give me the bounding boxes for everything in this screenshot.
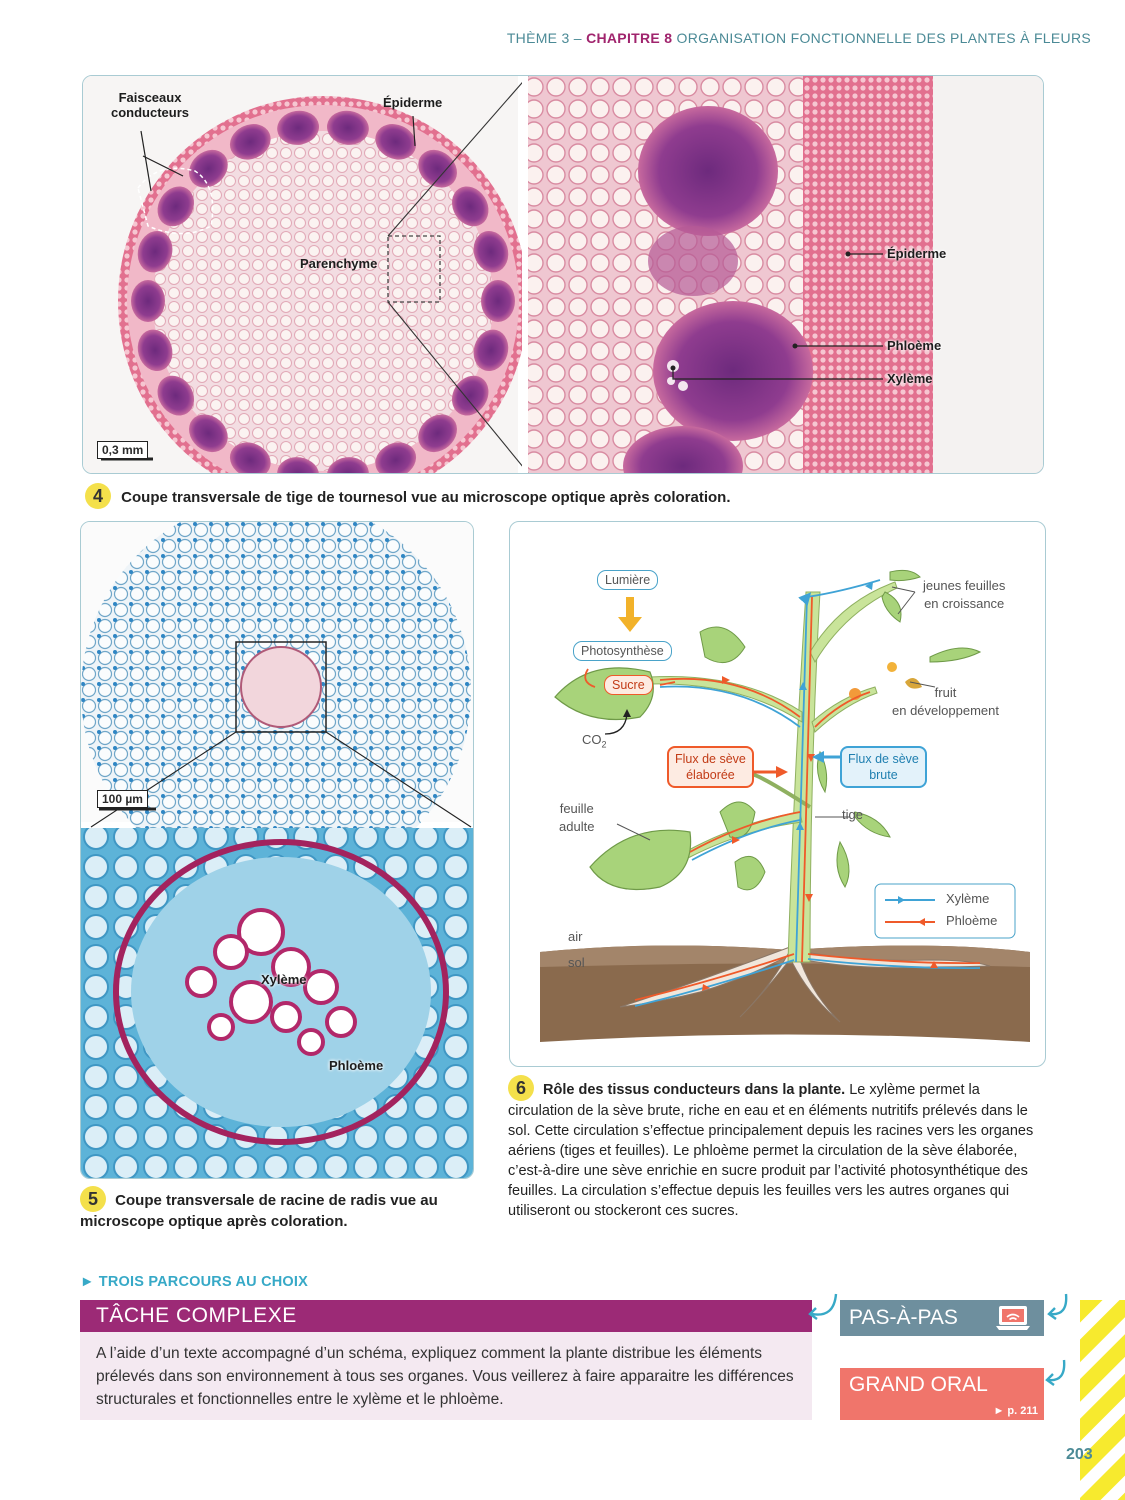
label-parenchyme: Parenchyme bbox=[300, 256, 378, 271]
tache-complexe-header[interactable]: TÂCHE COMPLEXE bbox=[80, 1300, 812, 1332]
root-label-phloeme: Phloème bbox=[329, 1058, 384, 1073]
xylem-vessel bbox=[305, 971, 337, 1003]
label-flux-brute: Flux de sève brute bbox=[840, 746, 927, 788]
curved-arrow-icon bbox=[806, 1290, 840, 1324]
zoom-label-phloeme: Phloème bbox=[887, 338, 942, 353]
doc6-figure bbox=[509, 521, 1046, 1067]
doc5-number: 5 bbox=[80, 1186, 106, 1212]
label-jeunes-feuilles: jeunes feuilles en croissance bbox=[923, 578, 1006, 611]
doc4-caption-text: Coupe transversale de tige de tournesol vue au microscope optique après coloration. bbox=[121, 489, 731, 506]
zoom-label-xyleme: Xylème bbox=[887, 371, 933, 386]
doc4-micrographs bbox=[83, 76, 1043, 473]
label-flux-elaboree: Flux de sève élaborée bbox=[667, 746, 754, 788]
grand-oral-page-ref[interactable]: ► p. 211 bbox=[993, 1405, 1038, 1417]
xylem-vessel bbox=[187, 968, 215, 996]
label-lumiere: Lumière bbox=[597, 570, 658, 590]
zoom-label-epiderme: Épiderme bbox=[887, 246, 947, 261]
root-label-xyleme: Xylème bbox=[261, 972, 307, 987]
label-fruit: fruit en développement bbox=[892, 685, 999, 718]
label-feuille-adulte: feuille adulte bbox=[559, 801, 595, 834]
legend-phloeme: Phloème bbox=[946, 913, 998, 928]
doc6-caption bbox=[508, 1075, 1038, 1221]
doc4-caption bbox=[85, 483, 985, 509]
trois-parcours: ► TROIS PARCOURS AU CHOIX bbox=[80, 1274, 309, 1290]
light-arrow bbox=[618, 617, 642, 632]
label-faisceaux: Faisceaux conducteurs bbox=[111, 90, 190, 120]
doc4-number: 4 bbox=[85, 483, 111, 509]
doc5-caption-text: Coupe transversale de racine de radis vue au microscope optique après coloration. bbox=[80, 1192, 438, 1230]
label-air: air bbox=[568, 929, 583, 944]
grand-oral-button[interactable]: GRAND ORAL ► p. 211 bbox=[840, 1368, 1044, 1420]
header-title: ORGANISATION FONCTIONNELLE DES PLANTES À FLEURS bbox=[676, 30, 1091, 46]
header-chapter: CHAPITRE 8 bbox=[586, 30, 673, 46]
doc5-figure bbox=[80, 521, 474, 1179]
header-theme: THÈME 3 – bbox=[506, 30, 582, 46]
running-header bbox=[507, 30, 1091, 46]
decorative-hatch-band bbox=[1080, 1300, 1125, 1500]
doc6-number: 6 bbox=[508, 1075, 534, 1101]
label-sol: sol bbox=[568, 955, 585, 970]
xylem-vessel bbox=[209, 1015, 233, 1039]
label-photosynthese: Photosynthèse bbox=[573, 641, 672, 661]
xylem-vessel bbox=[327, 1008, 355, 1036]
xylem-vessel bbox=[272, 1003, 300, 1031]
leaf-adult bbox=[590, 830, 691, 889]
page-number: 203 bbox=[1066, 1446, 1093, 1463]
scale-bar-03mm: 0,3 mm bbox=[97, 441, 148, 459]
doc5-caption bbox=[80, 1186, 472, 1232]
legend-xyleme: Xylème bbox=[946, 891, 990, 906]
doc6-caption-text: Le xylème permet la circulation de la sève brute, riche en eau et en éléments nutritifs prélevés dans le sol. Cette circulation s’effectue principalement depuis les racines vers les organes aériens (tiges et feuilles). Le phloème permet la circulation de la sève élaborée, c’est-à-dire une sève enrichie en sucre produit par l’activité photosynthétique des feuilles. La circulation s’effectue depuis les feuilles vers les autres organes qui utiliseront ou stockeront ces sucres. bbox=[508, 1082, 1034, 1219]
curved-arrow-icon-3 bbox=[1044, 1356, 1070, 1390]
doc5-micrographs bbox=[81, 522, 473, 1178]
laptop-wifi-icon bbox=[996, 1304, 1030, 1332]
vascular-bundle bbox=[481, 280, 515, 322]
pas-a-pas-button[interactable]: PAS-À-PAS bbox=[840, 1300, 1044, 1336]
xylem-vessel bbox=[215, 936, 247, 968]
label-co2: $CO_2$ bbox=[582, 732, 607, 750]
doc6-caption-title: Rôle des tissus conducteurs dans la plante. bbox=[543, 1082, 846, 1098]
label-tige: tige bbox=[842, 807, 863, 822]
label-epiderme: Épiderme bbox=[383, 95, 443, 110]
xylem-vessel bbox=[299, 1030, 323, 1054]
tache-complexe-text: A l’aide d’un texte accompagné d’un schéma, expliquez comment la plante distribue les éléments prélevés dans son environnement à tous ses organes. Vous veillerez à faire apparaitre les différences structurales et fonctionnelles entre le xylème et le phloème. bbox=[80, 1332, 812, 1420]
doc4-figure bbox=[82, 75, 1044, 474]
xylem-vessel bbox=[231, 982, 271, 1022]
vascular-bundle bbox=[131, 280, 165, 322]
curved-arrow-icon-2 bbox=[1046, 1290, 1072, 1324]
label-sucre: Sucre bbox=[604, 675, 653, 695]
scale-bar-100um: 100 µm bbox=[97, 790, 148, 808]
